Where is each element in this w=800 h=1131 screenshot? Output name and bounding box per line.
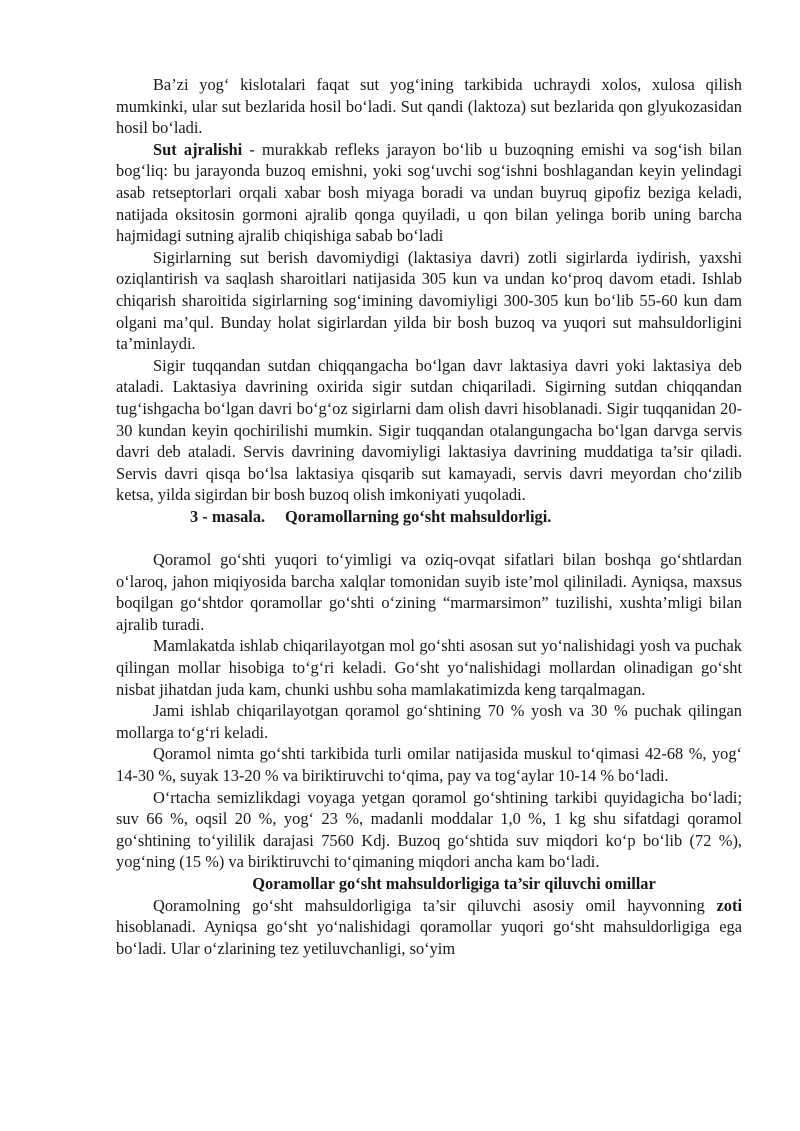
paragraph-milk-secretion-text: - murakkab refleks jarayon bo‘lib u buzoqning emishi va sog‘ish bilan bog‘liq: bu jarayonda buzoq emishni, yoki sog‘uvchi sog‘ishni boshlagandan keyin yelindagi asab retseptorlari orqali xabar bosh miyaga boradi va undan buyruq gipofiz beziga keladi, natijada oksitosin gormoni ajralib qonga quyiladi, u qon bilan yelinga borib uning barcha hajmidagi sutning ajralib chiqishiga sabab bo‘ladi: [116, 139, 742, 246]
section-heading: [116, 506, 742, 528]
paragraph-beef-quality: Qoramol go‘shti yuqori to‘yimligi va oziq-ovqat sifatlari bilan boshqa go‘shtlardan o‘laroq, jahon miqiyosida barcha xalqlar tomonidan suyib iste’mol qiliniladi. Ayniqsa, maxsus boqilgan go‘shtdor qoramollar go‘shti o‘zining “marmarsimon” tuzilishi, xushta’mligi bilan ajralib turadi.: [116, 550, 742, 634]
blank-line: [116, 527, 742, 549]
subheading-factors: Qoramollar go‘sht mahsuldorligiga ta’sir qiluvchi omillar: [252, 873, 656, 893]
paragraph-beef-production: Mamlakatda ishlab chiqarilayotgan mol go‘shti asosan sut yo‘nalishidagi yosh va puchak qilingan mollar hisobiga to‘g‘ri keladi. Go‘sht yo‘nalishidagi mollardan olinadigan go‘sht nisbat jihatdan juda kam, chunki ushbu soha mamlakatimizda keng tarqalmagan.: [116, 636, 742, 699]
paragraph-lactation-duration: Sigirlarning sut berish davomiydigi (laktasiya davri) zotli sigirlarda iydirish, yaxshi oziqlantirish va saqlash sharoitlari natijasida 305 kun va undan ko‘proq davom etadi. Ishlab chiqarish sharoitida sigirlarning sog‘imining davomiyligi 300-305 kun bo‘lib 55-60 kun dam olgani ma’qul. Bunday holat sigirlardan yilda bir bosh buzoq va yuqori sut mahsuldorligini ta’minlaydi.: [116, 247, 742, 354]
paragraph-lactation-period: Sigir tuqqandan sutdan chiqqangacha bo‘lgan davr laktasiya davri yoki laktasiya deb ataladi. Laktasiya davrining oxirida sigir sutdan chiqariladi. Sigirning sutdan chiqqandan tug‘ishgacha bo‘lgan davri bo‘g‘oz sigirlarni dam olish davri hisoblanadi. Sigir tuqqanidan 20-30 kundan keyin qochirilishi mumkin. Sigir tuqqandan otalangungacha bo‘lgan darvga servis davri deb ataladi. Servis davrining davomiyligi laktasiya davrining muddatiga ta’sir qiladi. Servis davri qisqa bo‘lsa laktasiya qisqarib sut kamayadi, servis davri meyordan cho‘zilib ketsa, yilda sigirdan bir bosh buzoq olish imkoniyati yuqoladi.: [116, 355, 742, 505]
paragraph-breed-factor-text-a: Qoramolning go‘sht mahsuldorligiga ta’sir qiluvchi asosiy omil hayvonning: [153, 895, 717, 915]
paragraph-beef-composition: O‘rtacha semizlikdagi voyaga yetgan qoramol go‘shtining tarkibi quyidagicha bo‘ladi; suv 66 %, oqsil 20 %, yog‘ 23 %, madanli moddalar 1,0 %, 1 kg shu sifatdagi qoramol go‘shtining to‘yililik darajasi 7560 Kdj. Buzoq go‘shtida suv miqdori ko‘p bo‘lib (72 %), yog‘ning (15 %) va biriktiruvchi to‘qimaning miqdori ancha kam bo‘ladi.: [116, 787, 742, 872]
paragraph-beef-share: Jami ishlab chiqarilayotgan qoramol go‘shtining 70 % yosh va 30 % puchak qilingan mollarga to‘g‘ri keladi.: [116, 701, 742, 742]
section-title: Qoramollarning go‘sht mahsuldorligi.: [285, 506, 552, 526]
term-milk-secretion: Sut ajralishi: [153, 139, 243, 159]
paragraph-fatty-acids: Ba’zi yog‘ kislotalari faqat sut yog‘ining tarkibida uchraydi xolos, xulosa qilish mumkinki, ular sut bezlarida hosil bo‘ladi. Sut qandi (laktoza) sut bezlarida qon glyukozasidan hosil bo‘ladi.: [116, 75, 742, 138]
paragraph-breed-factor: [116, 895, 742, 960]
paragraph-carcass-composition: Qoramol nimta go‘shti tarkibida turli omilar natijasida muskul to‘qimasi 42-68 %, yog‘ 14-30 %, suyak 13-20 % va biriktiruvchi to‘qima, pay va tog‘aylar 10-14 % bo‘ladi.: [116, 744, 742, 785]
term-breed: zoti: [716, 895, 742, 915]
paragraph-breed-factor-text-b: hisoblanadi. Ayniqsa go‘sht yo‘nalishidagi qoramollar yuqori go‘sht mahsuldorligiga ega bo‘ladi. Ular o‘zlarining tez yetiluvchanligi, so‘yim: [116, 917, 742, 958]
paragraph-milk-secretion: [116, 139, 742, 247]
section-number: 3 - masala.: [190, 506, 266, 526]
